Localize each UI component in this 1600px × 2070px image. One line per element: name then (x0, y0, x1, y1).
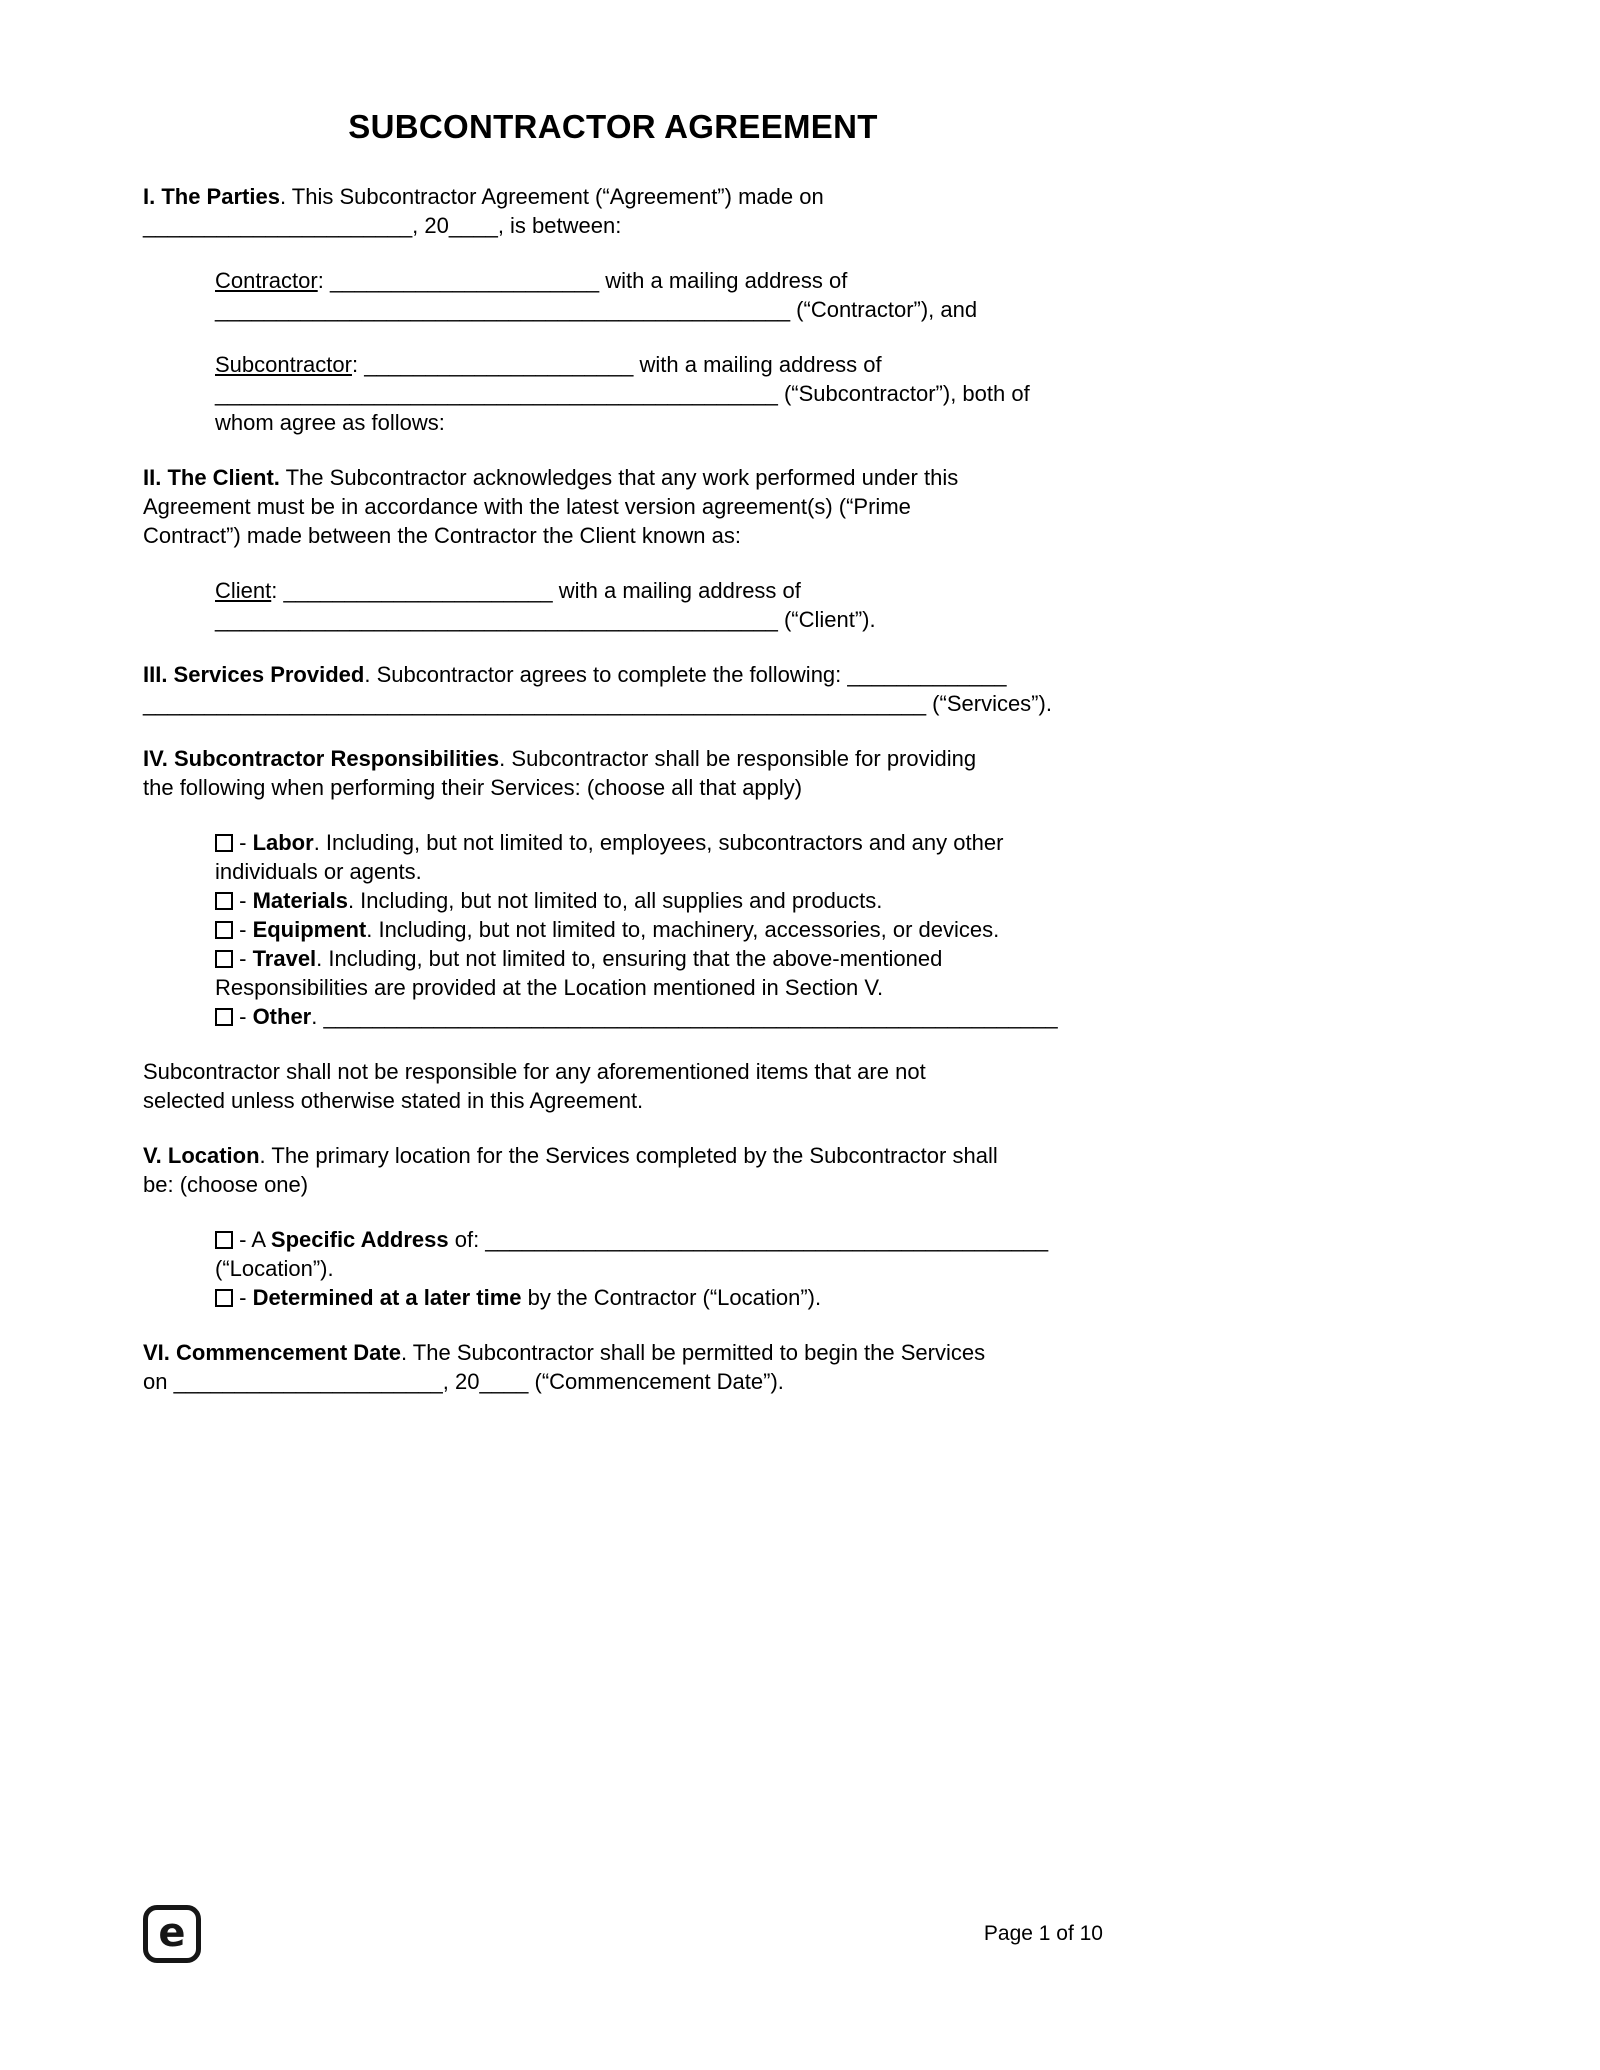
responsibilities-note (143, 1057, 1083, 1115)
text-line (143, 689, 1083, 718)
text-run: by the Contractor (“Location”). (521, 1285, 822, 1310)
checkbox-item-equipment (215, 915, 1083, 944)
text-run: . Subcontractor shall be responsible for providing (499, 746, 977, 771)
specific-address-blank: of: ______________________________________________ (448, 1227, 1049, 1252)
text-run: whom agree as follows: (215, 410, 445, 435)
section-parties-intro (143, 182, 1083, 240)
text-run: Agreement must be in accordance with the latest version agreement(s) (“Prime (143, 494, 911, 519)
checkbox-item-labor (215, 828, 1083, 857)
text-run: The Subcontractor acknowledges that any work performed under this (279, 465, 959, 490)
text-run: Contract”) made between the Contractor the Client known as: (143, 523, 741, 548)
text-line (143, 1086, 1083, 1115)
text-line (143, 182, 1083, 211)
text-run: - (233, 946, 253, 971)
text-line (143, 773, 1083, 802)
text-line (215, 857, 1083, 886)
contractor-label: Contractor (215, 268, 318, 293)
page-number: Page 1 of 10 (983, 1922, 1103, 1945)
equipment-option-label: Equipment (252, 917, 367, 942)
text-run: individuals or agents. (215, 859, 422, 884)
materials-option-label: Materials (252, 888, 348, 913)
section-services-heading: III. Services Provided (143, 662, 365, 687)
specific-address-option-label: Specific Address (270, 1227, 449, 1252)
document-title: SUBCONTRACTOR AGREEMENT (348, 108, 878, 145)
section-responsibilities-intro (143, 744, 1083, 802)
date-blank-line: ______________________, 20____, is between: (143, 213, 622, 238)
responsibilities-checkbox-list (215, 828, 1083, 1031)
labor-checkbox-icon[interactable] (215, 834, 233, 852)
text-line (143, 1141, 1083, 1170)
text-run: - (233, 1285, 253, 1310)
text-run: - (233, 888, 253, 913)
text-run: . Including, but not limited to, machinery, accessories, or devices. (366, 917, 1000, 942)
text-line (143, 463, 1083, 492)
materials-checkbox-icon[interactable] (215, 892, 233, 910)
section-responsibilities-heading: IV. Subcontractor Responsibilities (143, 746, 500, 771)
text-line (143, 1170, 1083, 1199)
section-services (143, 660, 1083, 718)
text-line (215, 605, 1083, 634)
subcontractor-label: Subcontractor (215, 352, 352, 377)
text-line (143, 492, 1083, 521)
later-time-option-label: Determined at a later time (252, 1285, 522, 1310)
section-parties-heading: I. The Parties (143, 184, 280, 209)
subcontractor-name-blank: : ______________________ with a mailing address of (351, 352, 882, 377)
checkbox-item-travel (215, 944, 1083, 973)
checkbox-item-materials (215, 886, 1083, 915)
specific-address-checkbox-icon[interactable] (215, 1231, 233, 1249)
text-line (143, 1057, 1083, 1086)
text-line (143, 1367, 1083, 1396)
text-run: . Including, but not limited to, ensuring that the above-mentioned (316, 946, 943, 971)
text-line (215, 295, 1083, 324)
client-label: Client (215, 578, 272, 603)
equipment-checkbox-icon[interactable] (215, 921, 233, 939)
checkbox-item-other (215, 1002, 1083, 1031)
text-line (215, 973, 1083, 1002)
services-blank-line: ________________________________________________________________ (“Services”). (143, 691, 1052, 716)
text-line (143, 744, 1083, 773)
text-run: Responsibilities are provided at the Location mentioned in Section V. (215, 975, 884, 1000)
subcontractor-block (215, 350, 1083, 437)
text-run: be: (choose one) (143, 1172, 309, 1197)
travel-checkbox-icon[interactable] (215, 950, 233, 968)
text-line (143, 521, 1083, 550)
section-client-heading: II. The Client. (143, 465, 280, 490)
contractor-name-blank: : ______________________ with a mailing address of (317, 268, 848, 293)
text-line (215, 266, 1083, 295)
checkbox-item-later-time (215, 1283, 1083, 1312)
text-line (143, 211, 1083, 240)
text-line (215, 576, 1083, 605)
text-line (215, 379, 1083, 408)
text-line (143, 1338, 1083, 1367)
section-location-heading: V. Location (143, 1143, 260, 1168)
eforms-logo (143, 1905, 201, 1963)
contractor-block (215, 266, 1083, 324)
text-run: . Subcontractor agrees to complete the following: _____________ (364, 662, 1007, 687)
subcontractor-address-blank: ______________________________________________ (“Subcontractor”), both of (215, 381, 1030, 406)
text-run: (“Location”). (215, 1256, 334, 1281)
text-run: . The Subcontractor shall be permitted to begin the Services (400, 1340, 986, 1365)
later-time-checkbox-icon[interactable] (215, 1289, 233, 1307)
text-run: selected unless otherwise stated in this Agreement. (143, 1088, 644, 1113)
text-run: - A (233, 1227, 271, 1252)
other-option-label: Other (252, 1004, 312, 1029)
text-run: the following when performing their Services: (choose all that apply) (143, 775, 803, 800)
travel-option-label: Travel (252, 946, 317, 971)
other-blank: . ____________________________________________________________ (311, 1004, 1058, 1029)
contractor-address-blank: _______________________________________________ (“Contractor”), and (215, 297, 978, 322)
section-client-intro (143, 463, 1083, 550)
text-line (215, 350, 1083, 379)
location-checkbox-list (215, 1225, 1083, 1312)
text-line (215, 408, 1083, 437)
client-block (215, 576, 1083, 634)
client-address-blank: ______________________________________________ (“Client”). (215, 607, 876, 632)
text-run: . This Subcontractor Agreement (“Agreement”) made on (279, 184, 824, 209)
checkbox-item-specific-address (215, 1225, 1083, 1254)
client-name-blank: : ______________________ with a mailing address of (271, 578, 801, 603)
text-run: . The primary location for the Services completed by the Subcontractor shall (259, 1143, 998, 1168)
section-commencement-heading: VI. Commencement Date (143, 1340, 401, 1365)
text-run: - (233, 830, 253, 855)
text-run: Subcontractor shall not be responsible for any aforementioned items that are not (143, 1059, 926, 1084)
labor-option-label: Labor (252, 830, 314, 855)
section-commencement (143, 1338, 1083, 1396)
text-line (215, 1254, 1083, 1283)
text-run: . Including, but not limited to, employees, subcontractors and any other (313, 830, 1004, 855)
eforms-logo-letter: e (158, 1910, 186, 1956)
text-line (143, 660, 1083, 689)
date-blank-line: on ______________________, 20____ (“Commencement Date”). (143, 1369, 784, 1394)
section-location-intro (143, 1141, 1083, 1199)
text-run: . Including, but not limited to, all supplies and products. (347, 888, 883, 913)
other-checkbox-icon[interactable] (215, 1008, 233, 1026)
text-run: - (233, 917, 253, 942)
text-run: - (233, 1004, 253, 1029)
page-footer (143, 1905, 1103, 1963)
